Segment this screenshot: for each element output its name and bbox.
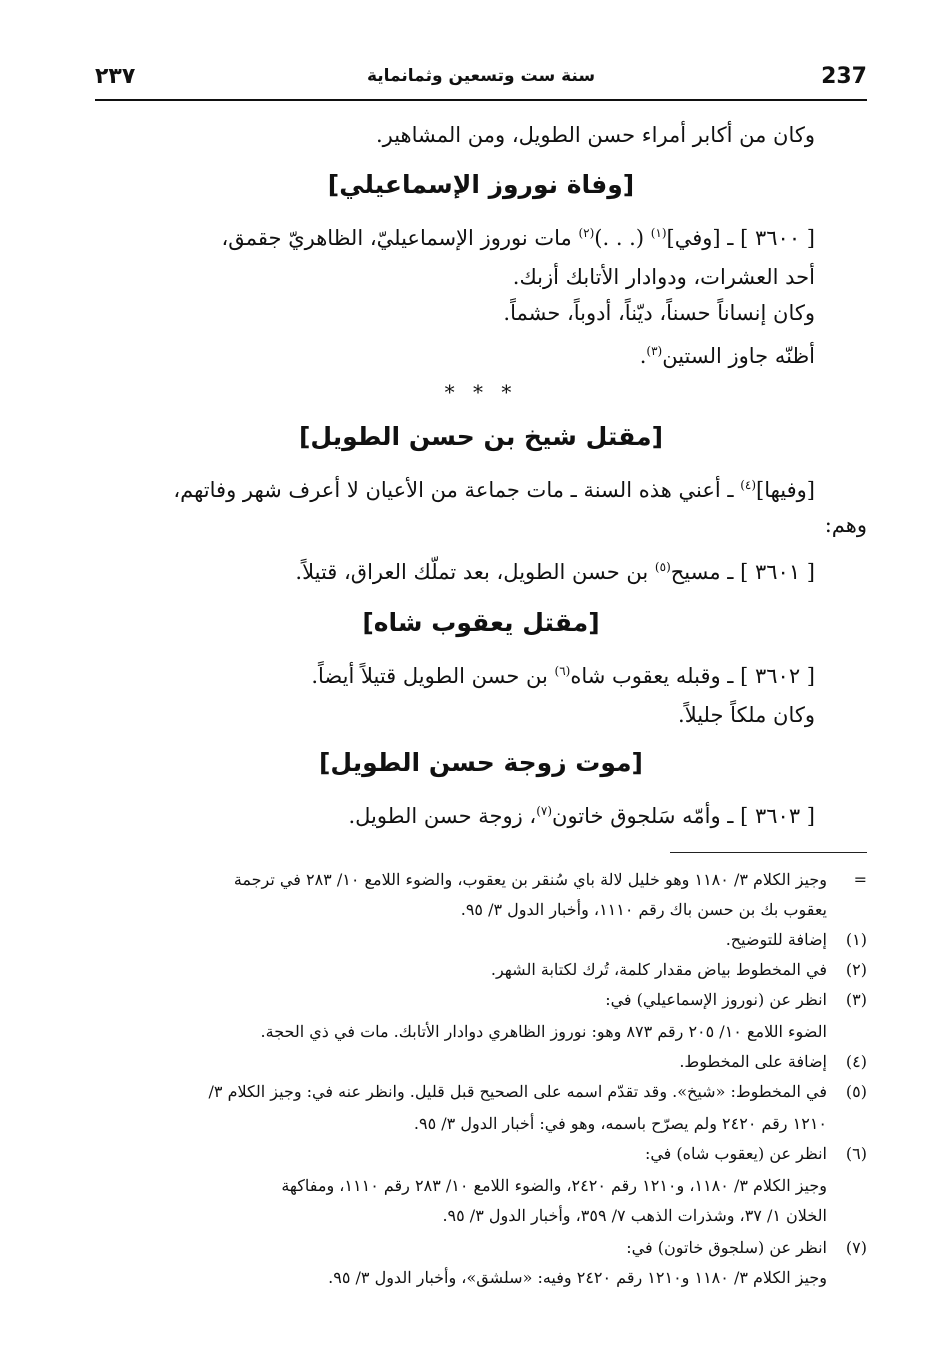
footnote-number: (٧) <box>845 1238 867 1257</box>
page-number-arabic: ٢٣٧ <box>95 64 136 89</box>
footnote-line: وجيز الكلام ٣/ ١١٨٠ و١٢١٠ رقم ٢٤٢٠ وفيه: «سلشق»، وأخبار الدول ٣/ ٩٥. <box>328 1268 827 1287</box>
entry-3600-line <box>222 218 816 253</box>
footnote-separator <box>670 852 867 853</box>
footnote-ref[interactable]: (٧) <box>536 804 553 818</box>
entry-text: ـ أعني هذه السنة ـ مات جماعة من الأعيان لا أعرف شهر وفاتهم، <box>173 478 741 502</box>
body-line: وكان إنساناً حسناً، ديّناً، أدوباً، حشماً. <box>503 301 815 325</box>
page-number-latin: 237 <box>821 64 867 89</box>
footnote-number: (٤) <box>845 1052 867 1071</box>
entry-text: بن حسن الطويل قتيلاً أيضاً. <box>311 664 555 688</box>
header-rule <box>95 99 867 101</box>
footnote-number: (٢) <box>845 960 867 979</box>
body-line: وهم: <box>824 513 867 537</box>
section-heading: [وفاة نوروز الإسماعيلي] <box>327 170 635 199</box>
period: . <box>639 344 647 368</box>
entry-3602-line <box>311 656 815 691</box>
footnote-number: (١) <box>845 930 867 949</box>
entry-3601-line <box>295 552 815 587</box>
footnote-line: الضوء اللامع ١٠/ ٢٠٥ رقم ٨٧٣ وهو: نوروز الظاهري دوادار الأتابك. مات في ذي الحجة. <box>260 1022 827 1041</box>
footnote-ref[interactable]: (٥) <box>654 560 671 574</box>
section-heading: [مقتل شيخ بن حسن الطويل] <box>299 422 663 451</box>
entry-text: أظنّه جاوز الستين <box>662 344 815 368</box>
body-line <box>640 336 815 371</box>
footnote-line: إضافة على المخطوط. <box>679 1052 827 1071</box>
section-heading: [مقتل يعقوب شاه] <box>362 608 600 637</box>
running-title: سنة ست وتسعين وثمانماية <box>366 66 596 86</box>
footnote-line: وجيز الكلام ٣/ ١١٨٠ وهو خليل لالة باي سُنقر بن يعقوب، والضوء اللامع ١٠/ ٢٨٣ في ترجمة <box>233 870 827 889</box>
footnote-line: انظر عن (سلجوق خاتون) في: <box>626 1238 827 1257</box>
body-line: وكان ملكاً جليلاً. <box>678 703 815 727</box>
footnote-line: في المخطوط بياض مقدار كلمة، تُرك لكتابة الشهر. <box>490 960 827 979</box>
footnote-line: وجيز الكلام ٣/ ١١٨٠، و١٢١٠ رقم ٢٤٢٠، والضوء اللامع ١٠/ ٢٨٣ رقم ١١١٠، ومفاكهة <box>281 1176 827 1195</box>
footnote-line: الخلان ١/ ٣٧، وشذرات الذهب ٧/ ٣٥٩، وأخبار الدول ٣/ ٩٥. <box>442 1206 827 1225</box>
entry-text: ، زوجة حسن الطويل. <box>348 804 537 828</box>
entry-number: [ ٣٦٠٠ ] ـ [وفي] <box>666 226 815 250</box>
section-separator: * * * <box>444 380 518 404</box>
footnote-line: ١٢١٠ رقم ٢٤٢٠ ولم يصرّح باسمه، وهو في: أخبار الدول ٣/ ٩٥. <box>413 1114 827 1133</box>
section-heading: [موت زوجة حسن الطويل] <box>319 748 643 777</box>
entry-text: بن حسن الطويل، بعد تملّك العراق، قتيلاً. <box>295 560 655 584</box>
entry-3603-line <box>348 796 815 831</box>
entry-number: [ ٣٦٠١ ] ـ مسيح <box>670 560 815 584</box>
entry-text: [وفيها] <box>756 478 815 502</box>
footnote-number: (٥) <box>845 1082 867 1101</box>
entry-number: [ ٣٦٠٣ ] ـ وأمّه سَلجوق خاتون <box>552 804 815 828</box>
footnote-line: انظر عن (نوروز الإسماعيلي) في: <box>605 990 827 1009</box>
footnote-ref[interactable]: (٦) <box>554 664 571 678</box>
footnote-number: (٦) <box>845 1144 867 1163</box>
footnote-line: انظر عن (يعقوب شاه) في: <box>644 1144 827 1163</box>
body-line: وكان من أكابر أمراء حسن الطويل، ومن المشاهير. <box>375 123 815 147</box>
footnote-line: يعقوب بك بن حسن باك رقم ١١١٠، وأخبار الدول ٣/ ٩٥. <box>460 900 827 919</box>
footnote-ref[interactable]: (٢) <box>578 226 595 240</box>
footnote-number: (٣) <box>845 990 867 1009</box>
footnote-continuation-mark: = <box>853 870 867 889</box>
body-line <box>173 470 815 505</box>
footnote-ref[interactable]: (٤) <box>740 478 757 492</box>
entry-number: [ ٣٦٠٢ ] ـ وقبله يعقوب شاه <box>570 664 815 688</box>
footnote-line: في المخطوط: «شيخ». وقد تقدّم اسمه على الصحيح قبل قليل. وانظر عنه في: وجيز الكلام ٣/ <box>208 1082 827 1101</box>
footnote-ref[interactable]: (١) <box>650 226 667 240</box>
footnote-line: إضافة للتوضيح. <box>725 930 827 949</box>
body-line: أحد العشرات، ودوادار الأتابك أزبك. <box>512 265 815 289</box>
footnote-ref[interactable]: (٣) <box>646 344 663 358</box>
lacuna: (. . .) <box>594 226 651 250</box>
page-header <box>95 58 867 100</box>
entry-text: مات نوروز الإسماعيليّ، الظاهريّ جقمق، <box>221 226 579 250</box>
